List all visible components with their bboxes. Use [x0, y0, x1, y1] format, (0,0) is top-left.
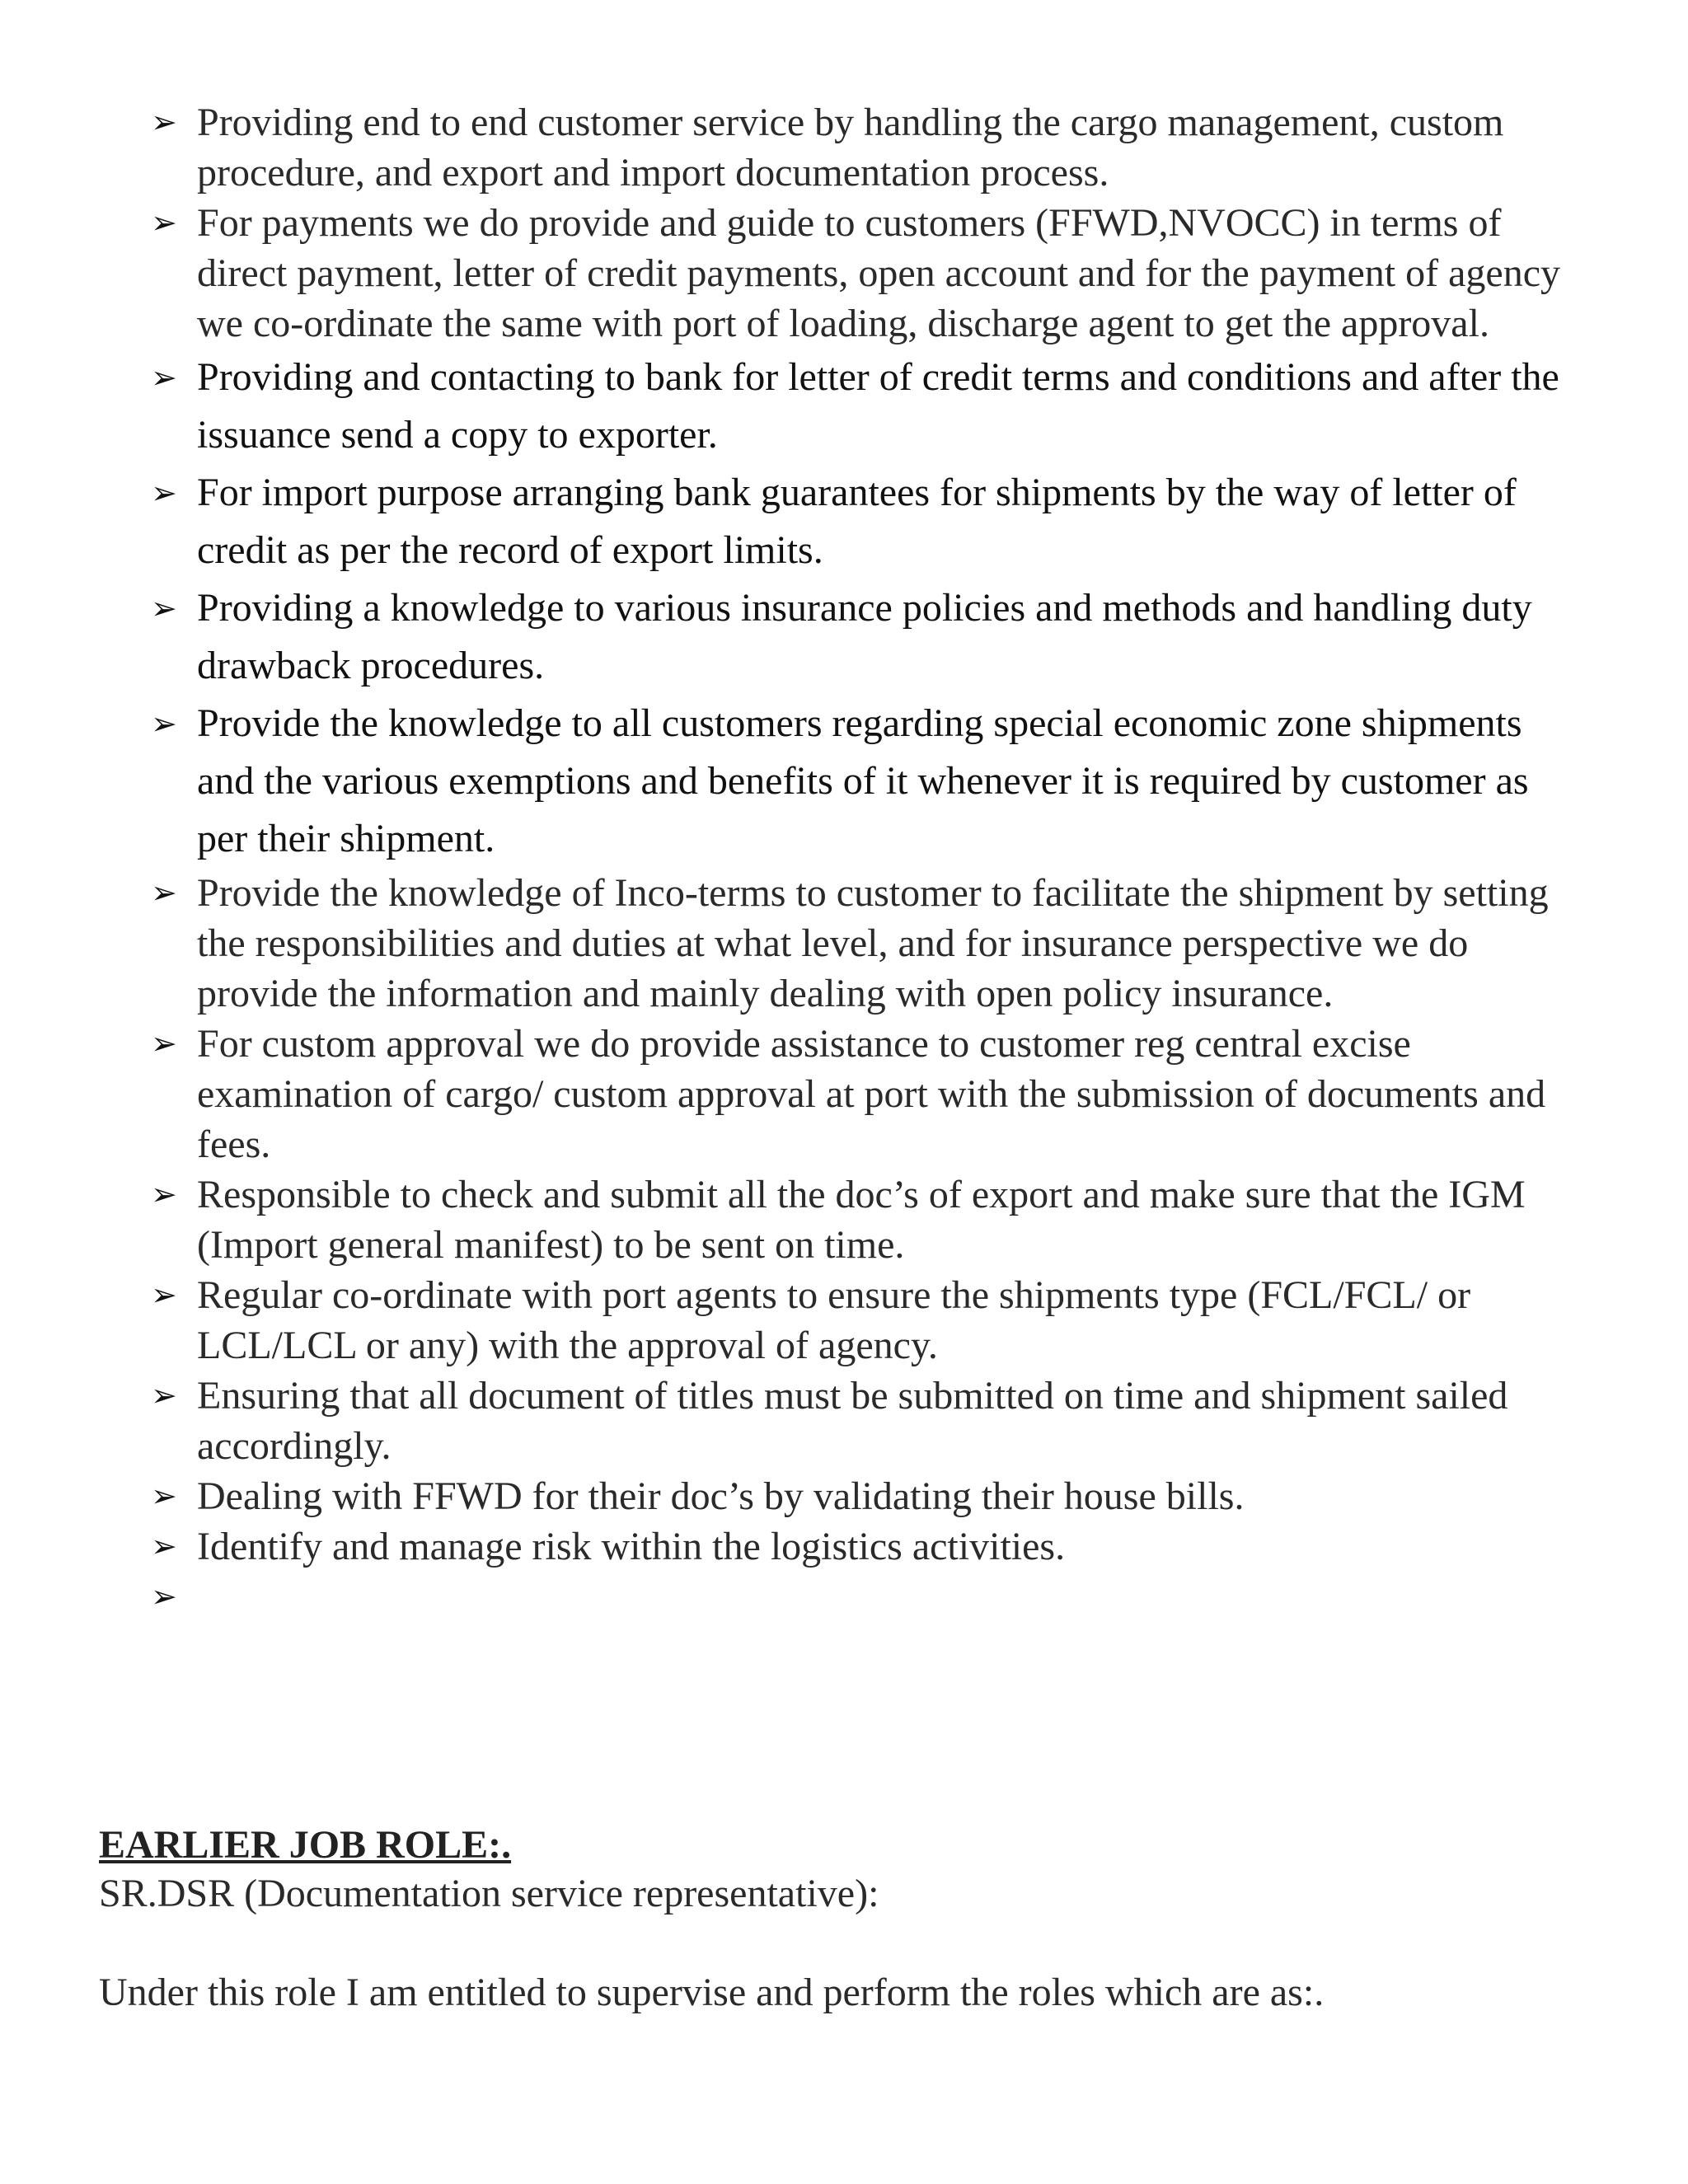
arrow-bullet-icon: ➢	[151, 705, 177, 742]
list-item	[151, 97, 1585, 198]
list-item-text: Responsible to check and submit all the doc’s of export and make sure that the IGM (Import general manifest) to be sent on time.	[197, 1173, 1526, 1267]
arrow-bullet-icon: ➢	[151, 359, 177, 396]
list-item-text: For payments we do provide and guide to customers (FFWD,NVOCC) in terms of direct payment, letter of credit payments, open account and for the payment of agency we co-ordinate the same with port of loading, discharge agent to get the approval.	[197, 201, 1561, 345]
list-item	[151, 1572, 1585, 1622]
arrow-bullet-icon: ➢	[151, 1025, 177, 1062]
arrow-bullet-icon: ➢	[151, 475, 177, 511]
list-item-text: Identify and manage risk within the logistics activities.	[197, 1525, 1066, 1568]
arrow-bullet-icon: ➢	[151, 1176, 177, 1212]
list-item	[151, 464, 1585, 579]
arrow-bullet-icon: ➢	[151, 1528, 177, 1564]
list-item	[151, 695, 1585, 868]
arrow-bullet-icon: ➢	[151, 204, 177, 241]
list-item-text: Providing end to end customer service by handling the cargo management, custom procedure, and export and import documentation process.	[197, 101, 1504, 194]
list-item-text: Provide the knowledge to all customers regarding special economic zone shipments and the various exemptions and benefits of it whenever it is required by customer as per their shipment.	[197, 701, 1529, 860]
list-item	[151, 349, 1585, 464]
list-item-text: Providing and contacting to bank for letter of credit terms and conditions and after the issuance send a copy to exporter.	[197, 355, 1559, 457]
section-heading: EARLIER JOB ROLE:.	[99, 1823, 512, 1867]
list-item-text	[197, 1575, 207, 1619]
list-item-text: Provide the knowledge of Inco-terms to customer to facilitate the shipment by setting the responsibilities and duties at what level, and for insurance perspective we do provide the information and mainly dealing with open policy insurance.	[197, 871, 1549, 1015]
arrow-bullet-icon: ➢	[151, 1578, 177, 1615]
list-item	[151, 1371, 1585, 1471]
list-item	[151, 1019, 1585, 1169]
arrow-bullet-icon: ➢	[151, 874, 177, 911]
arrow-bullet-icon: ➢	[151, 104, 177, 140]
earlier-job-role-section	[99, 1821, 1582, 2018]
arrow-bullet-icon: ➢	[151, 1377, 177, 1413]
role-intro: Under this role I am entitled to supervise and perform the roles which are as:.	[99, 1971, 1325, 2014]
list-item	[151, 1471, 1585, 1521]
list-item-text: Ensuring that all document of titles must be submitted on time and shipment sailed accordingly.	[197, 1374, 1508, 1468]
arrow-bullet-icon: ➢	[151, 1277, 177, 1313]
list-item-text: For import purpose arranging bank guarantees for shipments by the way of letter of credit as per the record of export limits.	[197, 471, 1517, 572]
role-title: SR.DSR (Documentation service representative):	[99, 1872, 879, 1915]
list-item	[151, 1521, 1585, 1572]
responsibilities-list	[151, 97, 1585, 1622]
list-item	[151, 579, 1585, 695]
list-item	[151, 198, 1585, 349]
arrow-bullet-icon: ➢	[151, 590, 177, 626]
list-item	[151, 1270, 1585, 1371]
list-item	[151, 868, 1585, 1019]
list-item-text: For custom approval we do provide assistance to customer reg central excise examination of cargo/ custom approval at port with the submission of documents and fees.	[197, 1022, 1546, 1166]
list-item-text: Providing a knowledge to various insurance policies and methods and handling duty drawback procedures.	[197, 586, 1532, 687]
list-item-text: Regular co-ordinate with port agents to ensure the shipments type (FCL/FCL/ or LCL/LCL or any) with the approval of agency.	[197, 1273, 1471, 1367]
arrow-bullet-icon: ➢	[151, 1478, 177, 1514]
list-item	[151, 1169, 1585, 1270]
list-item-text: Dealing with FFWD for their doc’s by validating their house bills.	[197, 1474, 1245, 1518]
